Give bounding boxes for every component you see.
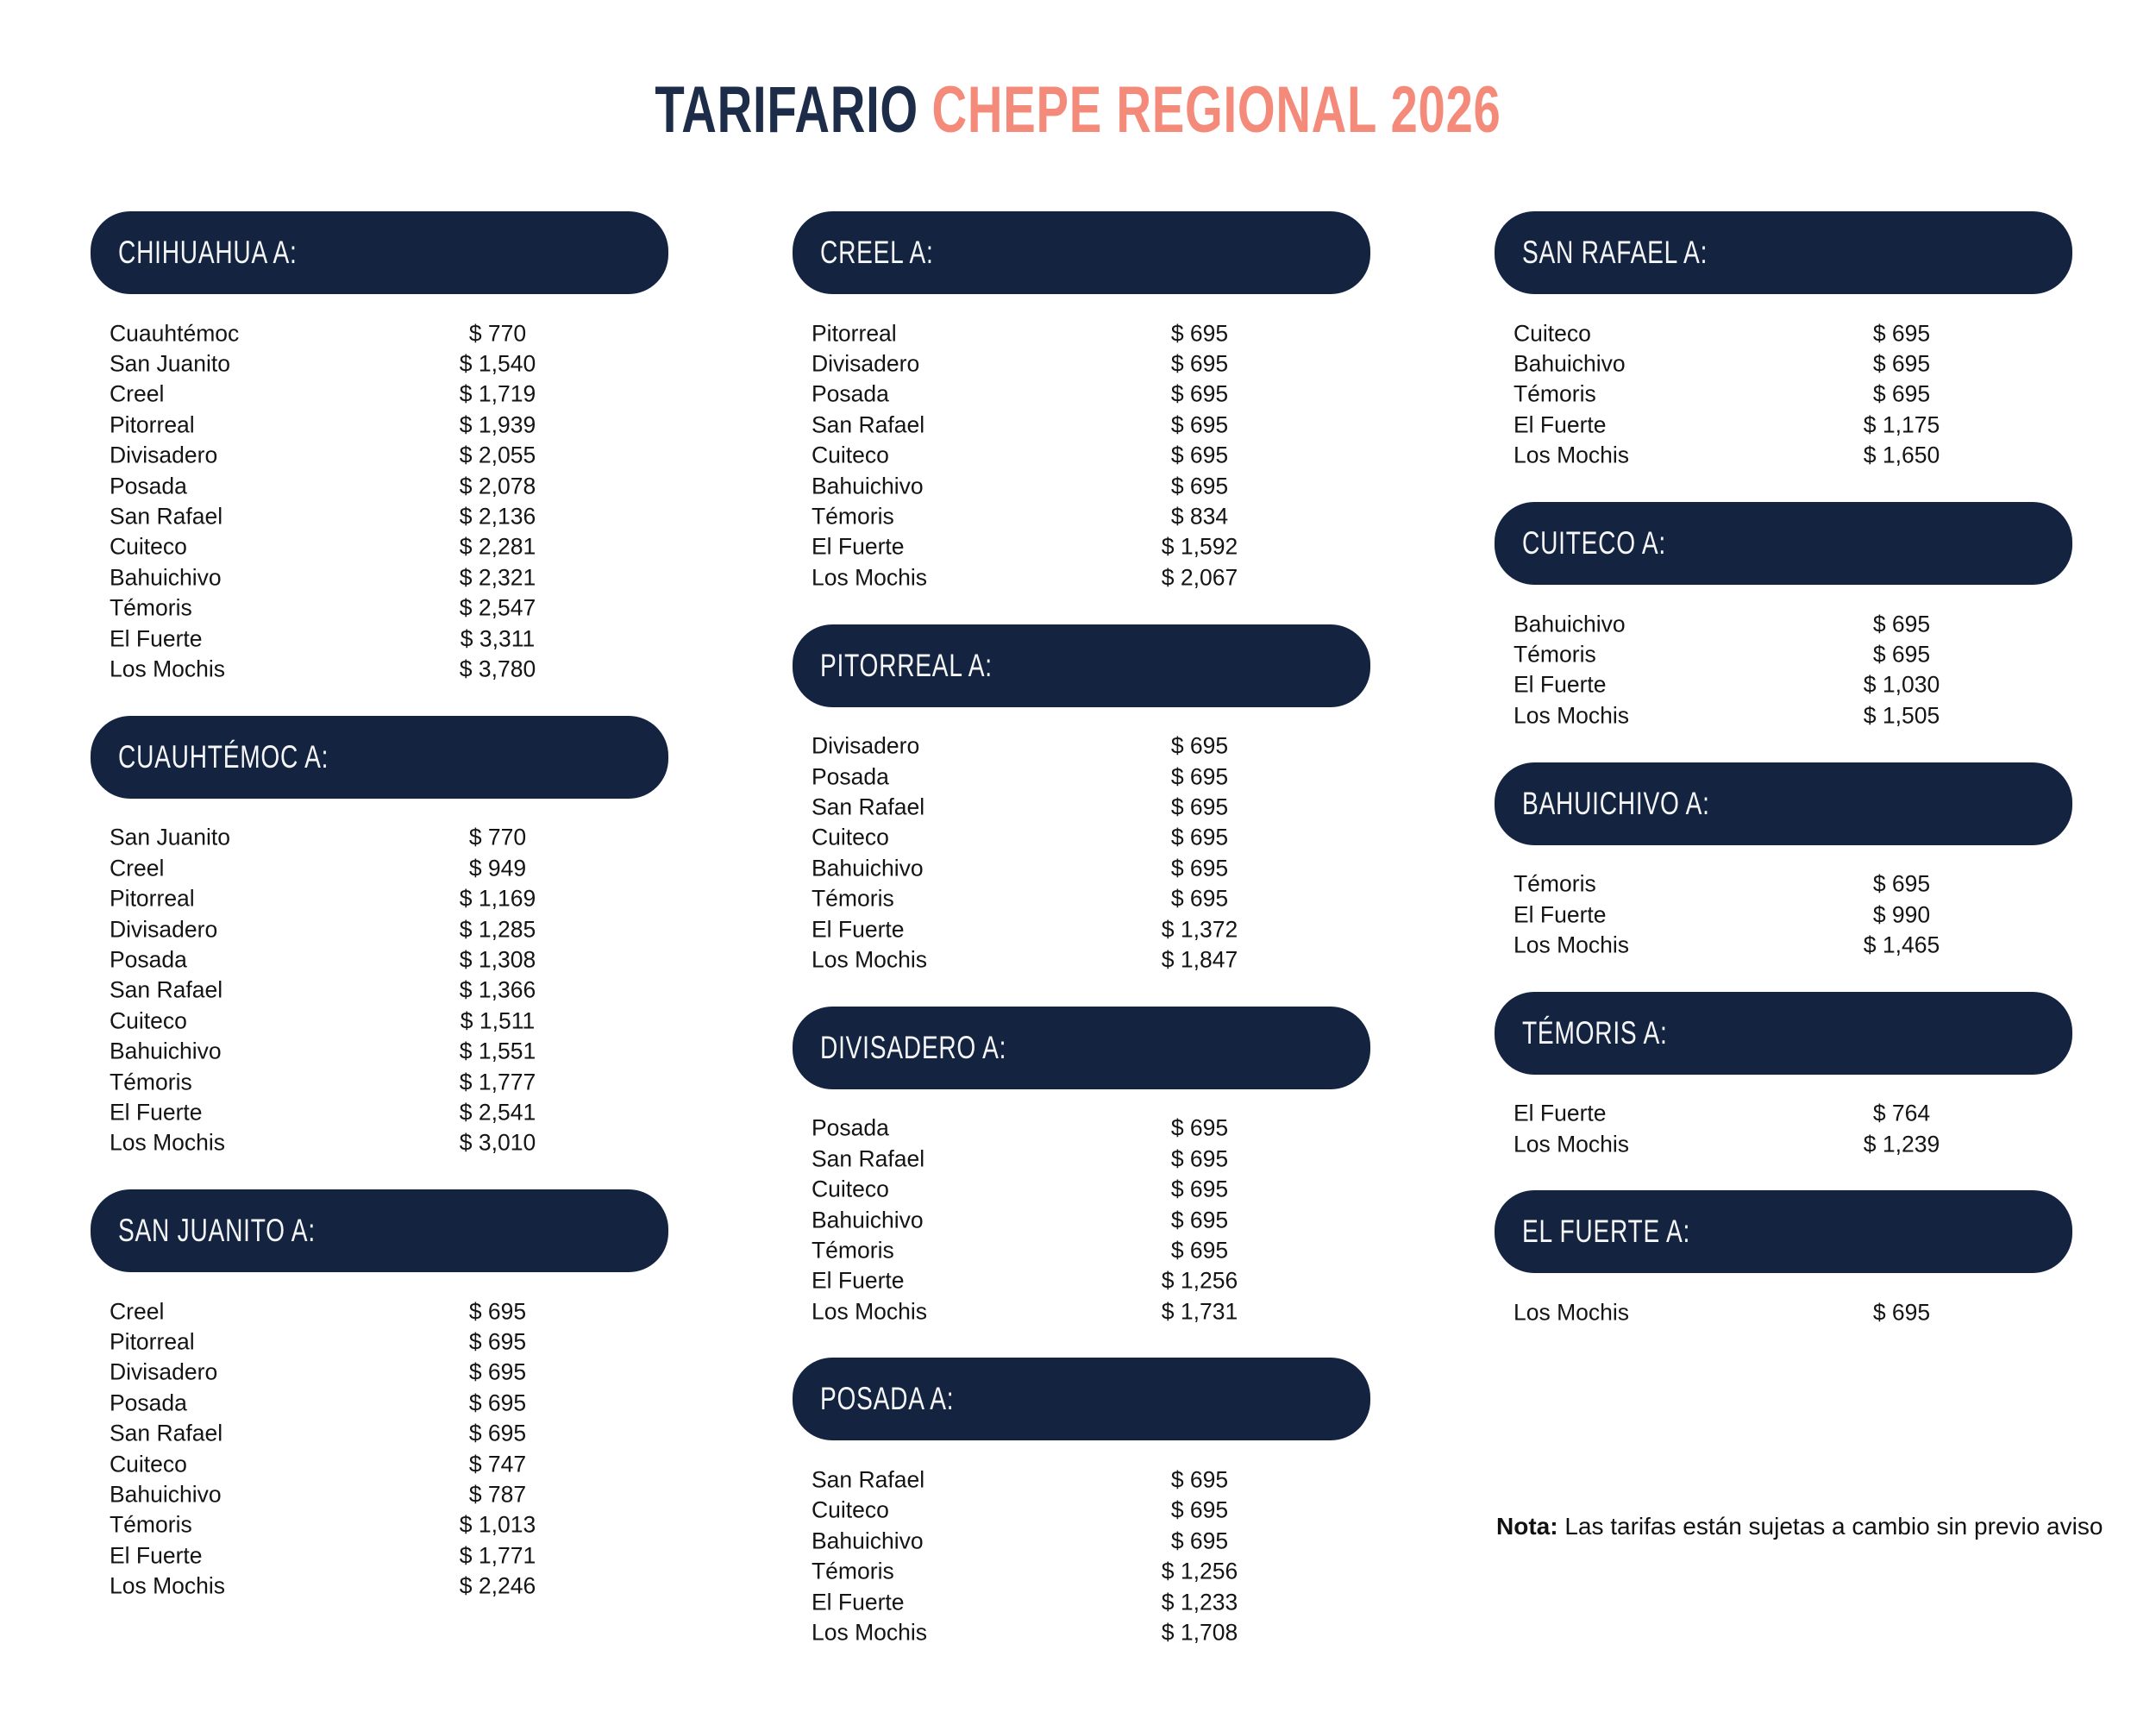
fare-row [1495, 609, 2072, 639]
station-name: Posada [812, 763, 889, 790]
fare-row [1495, 869, 2072, 900]
fare-row [91, 1327, 668, 1357]
fare-price: $ 764 [1872, 1100, 1931, 1126]
fare-row [91, 1067, 668, 1097]
fare-price: $ 1,013 [459, 1511, 536, 1538]
fare-row [793, 883, 1370, 913]
station-name: Bahuichivo [1514, 350, 1626, 377]
section-header-pill [1495, 762, 2072, 845]
fare-price: $ 2,541 [459, 1099, 536, 1126]
station-name: Divisadero [110, 442, 218, 468]
fare-row [91, 1388, 668, 1418]
fare-price: $ 695 [1872, 870, 1931, 897]
fare-price: $ 1,777 [459, 1069, 536, 1095]
fare-price: $ 1,233 [1161, 1589, 1238, 1615]
fare-row [1495, 441, 2072, 471]
station-name: Témoris [110, 1069, 192, 1095]
fare-row [91, 380, 668, 410]
fare-row [793, 1113, 1370, 1144]
station-name: San Rafael [812, 1145, 925, 1172]
fare-price: $ 2,321 [459, 564, 536, 591]
station-name: Pitorreal [110, 1328, 195, 1355]
fare-row [793, 410, 1370, 440]
station-name: Posada [812, 1114, 889, 1141]
section-header-label: SAN RAFAEL A: [1522, 235, 1708, 270]
fare-row [793, 1587, 1370, 1617]
fare-row [793, 914, 1370, 944]
fare-rows [793, 1465, 1370, 1647]
fare-price: $ 770 [468, 824, 527, 850]
footnote-text: Las tarifas están sujetas a cambio sin previo aviso [1557, 1513, 2103, 1540]
fare-row [793, 1557, 1370, 1587]
fare-row [91, 348, 668, 379]
fare-row [91, 944, 668, 975]
section-header-label: CUAUHTÉMOC A: [118, 738, 329, 775]
fare-row [91, 593, 668, 624]
fare-price: $ 695 [1170, 1207, 1229, 1233]
fare-row [91, 562, 668, 593]
station-name: San Juanito [110, 350, 230, 377]
station-name: San Rafael [812, 1466, 925, 1493]
fare-section [1495, 992, 2072, 1160]
fare-price: $ 695 [1170, 411, 1229, 438]
section-header-pill [91, 211, 668, 294]
fare-price: $ 1,551 [459, 1038, 536, 1064]
station-name: Bahuichivo [110, 1038, 222, 1064]
fare-row [91, 1358, 668, 1388]
fare-rows [1495, 318, 2072, 471]
fare-price: $ 1,169 [459, 885, 536, 912]
fare-price: $ 2,078 [459, 473, 536, 499]
station-name: El Fuerte [812, 1589, 905, 1615]
fare-row [793, 318, 1370, 348]
station-name: Bahuichivo [1514, 611, 1626, 637]
fare-price: $ 695 [1170, 1466, 1229, 1493]
station-name: El Fuerte [110, 1542, 203, 1569]
fare-section [1495, 1190, 2072, 1327]
fare-price: $ 1,592 [1161, 533, 1238, 560]
fare-rows [793, 1113, 1370, 1327]
fare-price: $ 695 [468, 1420, 527, 1446]
station-name: Divisadero [110, 1358, 218, 1385]
section-header-label: POSADA A: [820, 1381, 955, 1417]
fare-row [1495, 900, 2072, 930]
fare-price: $ 695 [1170, 1496, 1229, 1523]
fare-price: $ 695 [1170, 732, 1229, 759]
section-header-pill [793, 211, 1370, 294]
fare-price: $ 695 [1170, 763, 1229, 790]
fare-row [1495, 348, 2072, 379]
fare-price: $ 695 [1170, 473, 1229, 499]
fare-row [793, 348, 1370, 379]
fare-section [793, 211, 1370, 593]
station-name: San Rafael [812, 411, 925, 438]
fare-rows [1495, 1099, 2072, 1160]
fare-row [91, 883, 668, 913]
fare-rows [91, 823, 668, 1158]
fare-price: $ 949 [468, 855, 527, 881]
fare-row [793, 1266, 1370, 1296]
fare-rows [1495, 609, 2072, 731]
station-name: San Rafael [110, 503, 223, 530]
fare-row [91, 853, 668, 883]
section-header-pill [1495, 1190, 2072, 1273]
page-title-text [655, 73, 1501, 147]
fare-rows [1495, 869, 2072, 961]
fare-rows [1495, 1297, 2072, 1327]
section-header-label: CREEL A: [820, 235, 934, 270]
fare-row [793, 471, 1370, 501]
fare-price: $ 1,285 [459, 916, 536, 943]
station-name: Témoris [1514, 870, 1596, 897]
station-name: Cuiteco [110, 1451, 187, 1477]
section-header-label: SAN JUANITO A: [118, 1212, 316, 1248]
section-header-pill [793, 624, 1370, 707]
fare-section [1495, 211, 2072, 471]
fare-row [91, 914, 668, 944]
fare-price: $ 695 [1170, 794, 1229, 820]
fare-row [793, 1144, 1370, 1174]
station-name: Divisadero [110, 916, 218, 943]
fare-row [793, 1235, 1370, 1265]
fare-price: $ 695 [1170, 1527, 1229, 1554]
fare-price: $ 1,465 [1863, 932, 1940, 958]
station-name: Bahuichivo [812, 1527, 924, 1554]
fare-price: $ 695 [1170, 380, 1229, 407]
fare-row [793, 1496, 1370, 1526]
fare-price: $ 1,511 [460, 1007, 536, 1034]
fare-row [1495, 318, 2072, 348]
fare-row [793, 562, 1370, 593]
fare-price: $ 695 [1872, 350, 1931, 377]
station-name: El Fuerte [812, 916, 905, 943]
station-name: Témoris [1514, 380, 1596, 407]
fare-price: $ 1,256 [1161, 1267, 1238, 1294]
station-name: Los Mochis [812, 564, 928, 591]
station-name: Posada [812, 380, 889, 407]
fare-price: $ 1,505 [1863, 702, 1940, 729]
fare-price: $ 695 [468, 1389, 527, 1416]
station-name: Creel [110, 1298, 165, 1325]
fare-row [793, 1526, 1370, 1556]
section-header-label: EL FUERTE A: [1522, 1214, 1691, 1250]
fare-section [793, 1007, 1370, 1327]
station-name: Creel [110, 380, 165, 407]
fare-row [91, 975, 668, 1006]
station-name: El Fuerte [812, 1267, 905, 1294]
fare-price: $ 695 [1170, 442, 1229, 468]
station-name: Pitorreal [812, 320, 897, 347]
station-name: Témoris [812, 503, 894, 530]
station-name: El Fuerte [1514, 901, 1607, 928]
fare-row [793, 441, 1370, 471]
fare-row [91, 318, 668, 348]
fare-price: $ 695 [1170, 824, 1229, 850]
station-name: Los Mochis [1514, 702, 1630, 729]
fare-row [793, 762, 1370, 792]
fare-section [1495, 762, 2072, 961]
fare-price: $ 695 [1170, 1114, 1229, 1141]
fare-price: $ 2,067 [1161, 564, 1238, 591]
fare-price: $ 695 [468, 1298, 527, 1325]
fare-price: $ 770 [468, 320, 527, 347]
fare-price: $ 1,372 [1161, 916, 1238, 943]
fare-price: $ 787 [468, 1481, 527, 1508]
station-name: Cuiteco [1514, 320, 1591, 347]
fare-price: $ 1,847 [1161, 946, 1238, 973]
fare-section [793, 624, 1370, 975]
fare-section [91, 716, 668, 1158]
fare-price: $ 2,246 [459, 1572, 536, 1599]
fare-row [1495, 1129, 2072, 1159]
fare-row [793, 532, 1370, 562]
fare-row [91, 1419, 668, 1449]
station-name: Cuiteco [812, 442, 889, 468]
fare-rows [91, 318, 668, 685]
fare-row [91, 532, 668, 562]
fare-price: $ 834 [1170, 503, 1229, 530]
station-name: Los Mochis [812, 1619, 928, 1646]
section-header-pill [1495, 992, 2072, 1075]
station-name: Creel [110, 855, 165, 881]
fare-section [91, 1189, 668, 1602]
footnote [1496, 1513, 2103, 1540]
fare-row [1495, 700, 2072, 731]
fare-price: $ 695 [1872, 641, 1931, 668]
station-name: Los Mochis [812, 946, 928, 973]
station-name: El Fuerte [812, 533, 905, 560]
station-name: Témoris [812, 885, 894, 912]
station-name: Cuiteco [812, 1496, 889, 1523]
fare-row [91, 1128, 668, 1158]
station-name: Cuiteco [110, 1007, 187, 1034]
fare-row [793, 944, 1370, 975]
station-name: Posada [110, 946, 187, 973]
fare-price: $ 695 [1170, 350, 1229, 377]
fare-row [793, 1205, 1370, 1235]
fare-row [793, 1465, 1370, 1495]
station-name: Los Mochis [812, 1298, 928, 1325]
fare-row [91, 471, 668, 501]
fare-row [91, 501, 668, 531]
station-name: Bahuichivo [110, 1481, 222, 1508]
fare-column-3 [1495, 211, 2072, 1359]
section-header-pill [1495, 211, 2072, 294]
fare-price: $ 1,239 [1863, 1131, 1940, 1157]
fare-row [91, 410, 668, 440]
fare-price: $ 1,308 [459, 946, 536, 973]
station-name: San Rafael [110, 976, 223, 1003]
fare-row [91, 441, 668, 471]
fare-price: $ 695 [1170, 885, 1229, 912]
fare-price: $ 695 [1872, 320, 1931, 347]
station-name: Témoris [1514, 641, 1596, 668]
station-name: Cuiteco [812, 824, 889, 850]
fare-row [1495, 410, 2072, 440]
fare-price: $ 2,055 [459, 442, 536, 468]
station-name: Pitorreal [110, 885, 195, 912]
station-name: El Fuerte [110, 1099, 203, 1126]
section-header-label: CHIHUAHUA A: [118, 235, 298, 270]
fare-price: $ 1,175 [1863, 411, 1940, 438]
station-name: El Fuerte [1514, 411, 1607, 438]
section-header-label: TÉMORIS A: [1522, 1014, 1668, 1051]
station-name: Posada [110, 473, 187, 499]
fare-price: $ 2,547 [459, 594, 536, 621]
fare-rows [793, 318, 1370, 593]
station-name: Pitorreal [110, 411, 195, 438]
section-header-pill [793, 1007, 1370, 1089]
fare-row [1495, 1297, 2072, 1327]
fare-price: $ 695 [1170, 1176, 1229, 1202]
fare-price: $ 1,366 [459, 976, 536, 1003]
fare-row [91, 624, 668, 654]
fare-price: $ 1,030 [1863, 671, 1940, 698]
fare-row [793, 823, 1370, 853]
fare-price: $ 695 [1170, 320, 1229, 347]
fare-row [793, 501, 1370, 531]
fare-price: $ 695 [1170, 1145, 1229, 1172]
section-header-label: CUITECO A: [1522, 524, 1666, 561]
fare-row [91, 1097, 668, 1127]
title-accent: CHEPE REGIONAL 2026 [931, 73, 1501, 147]
station-name: San Rafael [812, 794, 925, 820]
fare-row [91, 1540, 668, 1571]
fare-price: $ 2,281 [459, 533, 536, 560]
fare-row [793, 1296, 1370, 1327]
fare-row [91, 1571, 668, 1602]
fare-row [793, 853, 1370, 883]
fare-price: $ 1,540 [459, 350, 536, 377]
fare-row [1495, 670, 2072, 700]
fare-price: $ 1,708 [1161, 1619, 1238, 1646]
section-header-pill [793, 1358, 1370, 1440]
fare-row [1495, 1099, 2072, 1129]
section-header-pill [91, 1189, 668, 1272]
station-name: Los Mochis [1514, 1299, 1630, 1326]
fare-row [91, 823, 668, 853]
station-name: Cuiteco [812, 1176, 889, 1202]
fare-row [91, 1036, 668, 1066]
fare-row [91, 1510, 668, 1540]
fare-section [1495, 502, 2072, 731]
fare-price: $ 1,650 [1863, 442, 1940, 468]
footnote-label: Nota: [1496, 1513, 1558, 1540]
fare-price: $ 747 [468, 1451, 527, 1477]
section-header-pill [1495, 502, 2072, 585]
station-name: Cuiteco [110, 533, 187, 560]
fare-price: $ 695 [468, 1358, 527, 1385]
fare-rows [91, 1296, 668, 1602]
fare-section [793, 1358, 1370, 1647]
station-name: Témoris [812, 1237, 894, 1264]
fare-row [793, 731, 1370, 762]
fare-price: $ 990 [1872, 901, 1931, 928]
title-main: TARIFARIO [655, 73, 918, 147]
fare-price: $ 695 [1872, 1299, 1931, 1326]
station-name: Bahuichivo [812, 1207, 924, 1233]
fare-row [91, 1449, 668, 1479]
page-title [0, 73, 2156, 147]
station-name: Bahuichivo [110, 564, 222, 591]
section-header-label: DIVISADERO A: [820, 1029, 1007, 1065]
station-name: San Juanito [110, 824, 230, 850]
station-name: El Fuerte [110, 625, 203, 652]
fare-row [1495, 639, 2072, 669]
fare-price: $ 695 [1872, 611, 1931, 637]
station-name: Témoris [110, 594, 192, 621]
fare-price: $ 1,719 [459, 380, 536, 407]
fare-price: $ 2,136 [459, 503, 536, 530]
station-name: Los Mochis [1514, 932, 1630, 958]
fare-price: $ 3,311 [460, 625, 536, 652]
fare-column-1 [91, 211, 668, 1633]
fare-price: $ 695 [1170, 855, 1229, 881]
fare-row [91, 654, 668, 684]
station-name: El Fuerte [1514, 1100, 1607, 1126]
station-name: Posada [110, 1389, 187, 1416]
station-name: El Fuerte [1514, 671, 1607, 698]
section-header-label: BAHUICHIVO A: [1522, 785, 1710, 821]
station-name: Bahuichivo [812, 855, 924, 881]
fare-row [1495, 930, 2072, 960]
station-name: Bahuichivo [812, 473, 924, 499]
fare-row [793, 1617, 1370, 1647]
station-name: Cuauhtémoc [110, 320, 240, 347]
fare-price: $ 1,939 [459, 411, 536, 438]
fare-price: $ 1,256 [1161, 1558, 1238, 1584]
fare-row [91, 1006, 668, 1036]
station-name: Témoris [812, 1558, 894, 1584]
fare-section [91, 211, 668, 685]
fare-row [793, 1174, 1370, 1204]
fare-column-2 [793, 211, 1370, 1679]
fare-price: $ 3,780 [459, 656, 536, 682]
station-name: San Rafael [110, 1420, 223, 1446]
fare-price: $ 1,731 [1161, 1298, 1238, 1325]
fare-price: $ 695 [468, 1328, 527, 1355]
fare-rows [793, 731, 1370, 975]
fare-price: $ 1,771 [459, 1542, 536, 1569]
fare-row [793, 380, 1370, 410]
station-name: Témoris [110, 1511, 192, 1538]
station-name: Los Mochis [1514, 1131, 1630, 1157]
fare-row [91, 1296, 668, 1327]
station-name: Divisadero [812, 732, 920, 759]
fare-price: $ 695 [1872, 380, 1931, 407]
fare-row [1495, 380, 2072, 410]
fare-price: $ 695 [1170, 1237, 1229, 1264]
station-name: Los Mochis [110, 656, 226, 682]
fare-columns [91, 211, 2072, 1679]
section-header-label: PITORREAL A: [820, 647, 993, 683]
station-name: Los Mochis [110, 1572, 226, 1599]
fare-row [793, 792, 1370, 822]
fare-row [91, 1479, 668, 1509]
station-name: Los Mochis [1514, 442, 1630, 468]
station-name: Los Mochis [110, 1129, 226, 1156]
station-name: Divisadero [812, 350, 920, 377]
section-header-pill [91, 716, 668, 799]
fare-price: $ 3,010 [459, 1129, 536, 1156]
